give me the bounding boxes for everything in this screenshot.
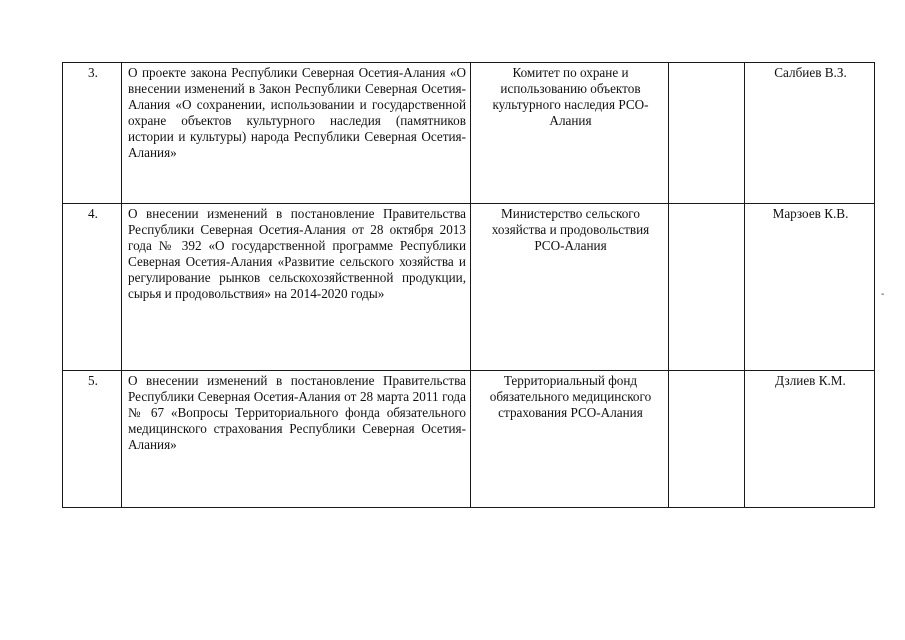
speaker-name: Салбиев В.З. (745, 63, 875, 204)
table-row (63, 371, 875, 508)
responsible-organization: Министерство сельского хозяйства и продовольствия РСО-Алания (471, 204, 669, 371)
empty-cell (669, 63, 745, 204)
empty-cell (669, 204, 745, 371)
margin-mark: - (881, 289, 885, 300)
speaker-name: Дзлиев К.М. (745, 371, 875, 508)
speaker-name: Марзоев К.В. (745, 204, 875, 371)
row-number: 3. (63, 63, 122, 204)
item-title: О внесении изменений в постановление Правительства Республики Северная Осетия-Алания от 28 марта 2011 года № 67 «Вопросы Территориального фонда обязательного медицинского страхования Республики Северная Осетия-Алания» (122, 371, 471, 508)
responsible-organization: Комитет по охране и использованию объектов культурного наследия РСО-Алания (471, 63, 669, 204)
table-row (63, 204, 875, 371)
responsible-organization: Территориальный фонд обязательного медицинского страхования РСО-Алания (471, 371, 669, 508)
row-number: 4. (63, 204, 122, 371)
item-title: О проекте закона Республики Северная Осетия-Алания «О внесении изменений в Закон Республики Северная Осетия-Алания «О сохранении, использовании и государственной охране объектов культурного наследия (памятников истории и культуры) народа Республики Северная Осетия-Алания» (122, 63, 471, 204)
agenda-table (62, 62, 875, 508)
empty-cell (669, 371, 745, 508)
item-title: О внесении изменений в постановление Правительства Республики Северная Осетия-Алания от 28 октября 2013 года № 392 «О государственной программе Республики Северная Осетия-Алания «Развитие сельского хозяйства и регулирование рынков сельскохозяйственной продукции, сырья и продовольствия» на 2014-2020 годы» (122, 204, 471, 371)
table-row (63, 63, 875, 204)
row-number: 5. (63, 371, 122, 508)
